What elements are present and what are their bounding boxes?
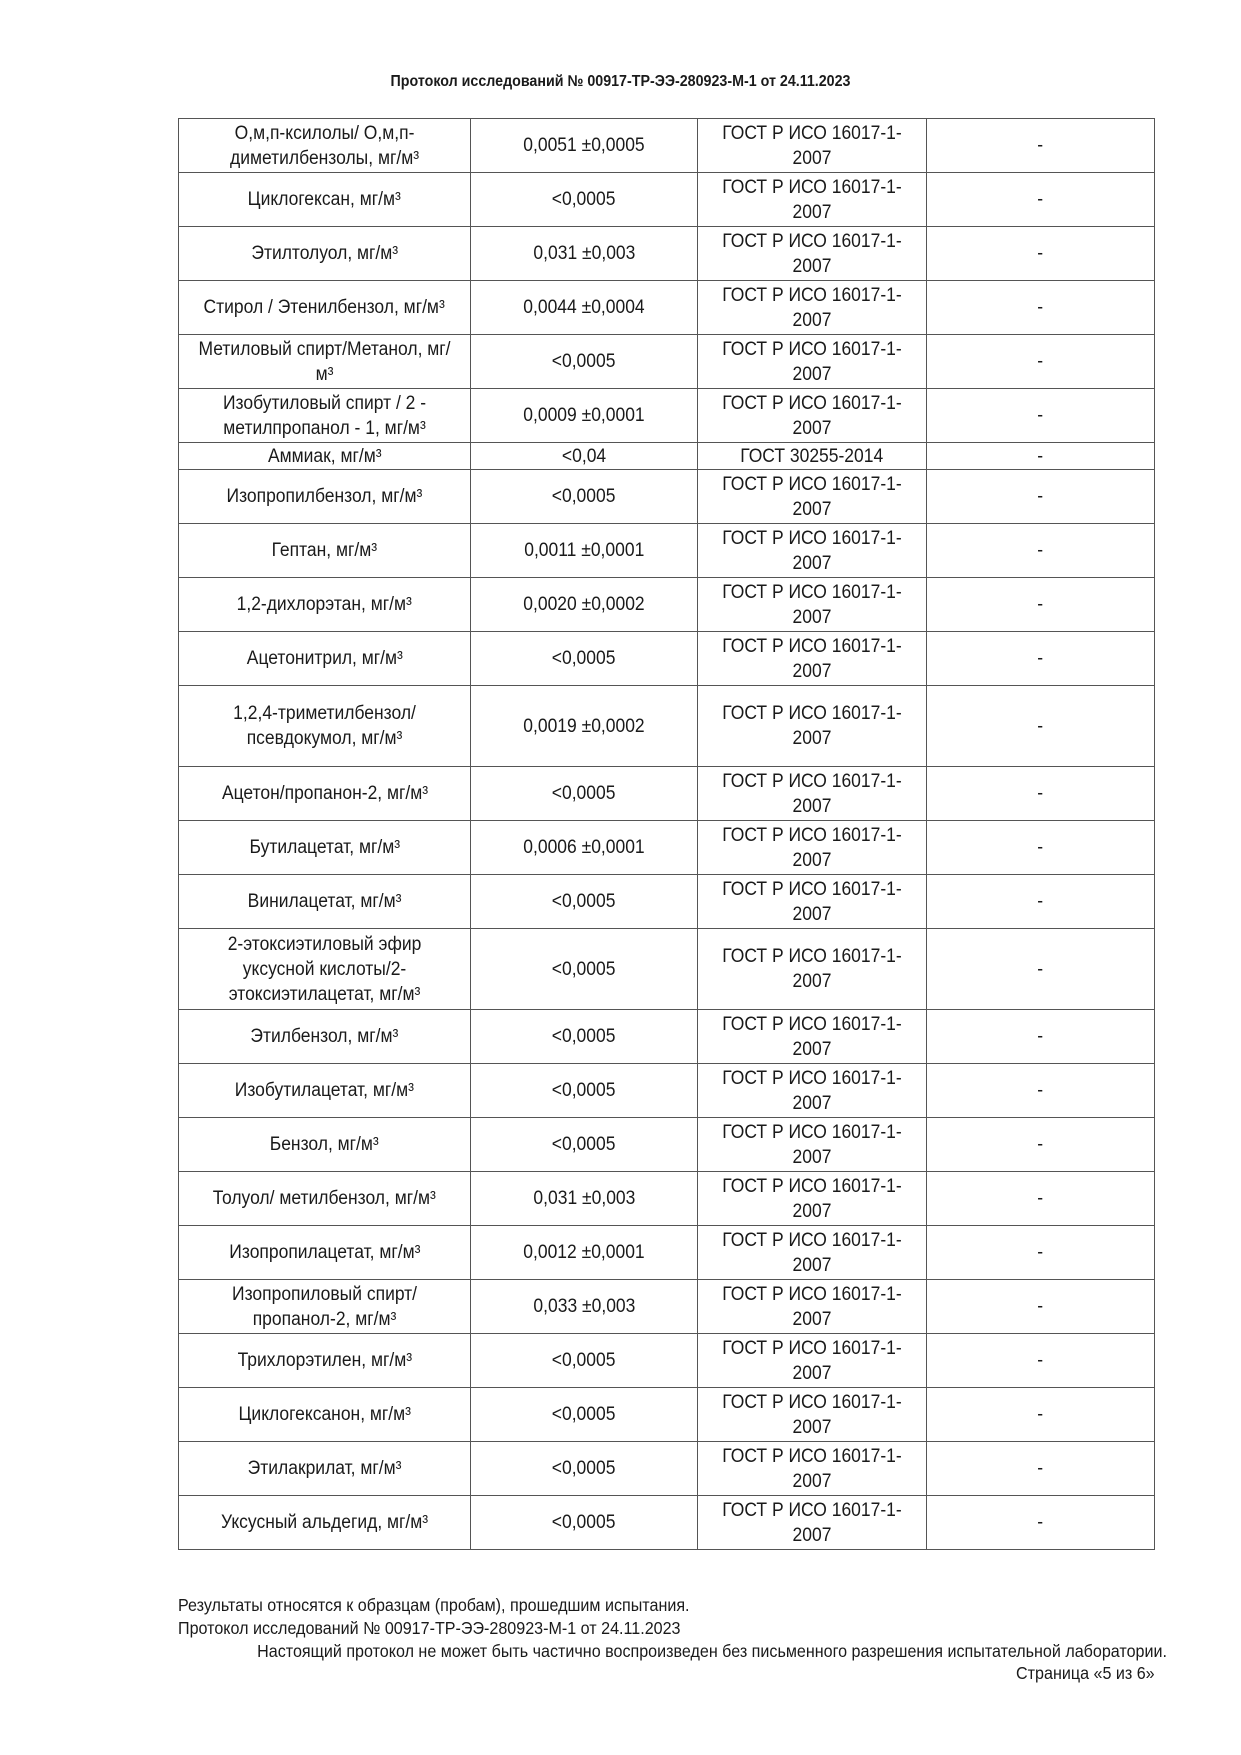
table-row: [179, 1226, 1155, 1280]
table-row: [179, 1442, 1155, 1496]
table-row: [179, 686, 1155, 767]
cell-value: 0,0019 ±0,0002: [471, 686, 698, 767]
cell-norm: -: [927, 1172, 1155, 1226]
cell-method: ГОСТ Р ИСО 16017-1-2007: [697, 173, 926, 227]
cell-name: Ацетонитрил, мг/м³: [179, 632, 471, 686]
table-row: [179, 1496, 1155, 1550]
cell-name: Гептан, мг/м³: [179, 524, 471, 578]
cell-norm: -: [927, 227, 1155, 281]
cell-value: 0,0051 ±0,0005: [471, 119, 698, 173]
cell-method: ГОСТ Р ИСО 16017-1-2007: [697, 524, 926, 578]
cell-method: ГОСТ Р ИСО 16017-1-2007: [697, 1334, 926, 1388]
cell-method: ГОСТ Р ИСО 16017-1-2007: [697, 767, 926, 821]
cell-value: 0,0009 ±0,0001: [471, 389, 698, 443]
table-row: [179, 1172, 1155, 1226]
cell-name: Стирол / Этенилбензол, мг/м³: [179, 281, 471, 335]
cell-norm: -: [927, 173, 1155, 227]
cell-method: ГОСТ Р ИСО 16017-1-2007: [697, 686, 926, 767]
cell-method: ГОСТ Р ИСО 16017-1-2007: [697, 1064, 926, 1118]
cell-norm: -: [927, 578, 1155, 632]
cell-value: 0,0011 ±0,0001: [471, 524, 698, 578]
cell-value: 0,0012 ±0,0001: [471, 1226, 698, 1280]
cell-norm: -: [927, 686, 1155, 767]
cell-method: ГОСТ Р ИСО 16017-1-2007: [697, 1496, 926, 1550]
table-row: [179, 1280, 1155, 1334]
cell-method: ГОСТ Р ИСО 16017-1-2007: [697, 1118, 926, 1172]
table-row: [179, 1388, 1155, 1442]
cell-norm: -: [927, 1334, 1155, 1388]
cell-method: ГОСТ Р ИСО 16017-1-2007: [697, 1280, 926, 1334]
cell-name: 1,2,4-триметилбензол/псевдокумол, мг/м³: [179, 686, 471, 767]
cell-method: ГОСТ Р ИСО 16017-1-2007: [697, 119, 926, 173]
cell-norm: -: [927, 281, 1155, 335]
cell-name: Винилацетат, мг/м³: [179, 875, 471, 929]
cell-norm: -: [927, 389, 1155, 443]
cell-name: 1,2-дихлорэтан, мг/м³: [179, 578, 471, 632]
cell-name: Бензол, мг/м³: [179, 1118, 471, 1172]
cell-norm: -: [927, 1280, 1155, 1334]
cell-method: ГОСТ Р ИСО 16017-1-2007: [697, 1388, 926, 1442]
cell-name: Толуол/ метилбензол, мг/м³: [179, 1172, 471, 1226]
table-row: [179, 821, 1155, 875]
table-row: [179, 1010, 1155, 1064]
cell-value: <0,0005: [471, 632, 698, 686]
cell-value: <0,0005: [471, 1496, 698, 1550]
cell-name: Этилбензол, мг/м³: [179, 1010, 471, 1064]
cell-name: Ацетон/пропанон-2, мг/м³: [179, 767, 471, 821]
footer-note-results: Результаты относятся к образцам (пробам), прошедшим испытания.: [178, 1595, 690, 1615]
cell-name: Этилтолуол, мг/м³: [179, 227, 471, 281]
cell-value: <0,0005: [471, 470, 698, 524]
cell-name: Бутилацетат, мг/м³: [179, 821, 471, 875]
table-row: [179, 929, 1155, 1010]
cell-method: ГОСТ Р ИСО 16017-1-2007: [697, 1010, 926, 1064]
table-row: [179, 1334, 1155, 1388]
cell-method: ГОСТ Р ИСО 16017-1-2007: [697, 227, 926, 281]
page-header-title: Протокол исследований № 00917-ТР-ЭЭ-280923-М-1 от 24.11.2023: [390, 73, 851, 90]
cell-method: ГОСТ Р ИСО 16017-1-2007: [697, 1172, 926, 1226]
table-row: [179, 875, 1155, 929]
cell-norm: -: [927, 335, 1155, 389]
cell-value: <0,0005: [471, 1334, 698, 1388]
results-table: [178, 118, 1155, 1550]
table-row: [179, 632, 1155, 686]
cell-norm: -: [927, 119, 1155, 173]
cell-name: Изопропилацетат, мг/м³: [179, 1226, 471, 1280]
cell-name: Циклогексанон, мг/м³: [179, 1388, 471, 1442]
cell-name: Изопропилбензол, мг/м³: [179, 470, 471, 524]
page-number: Страница «5 из 6»: [1016, 1663, 1155, 1683]
table-row: [179, 227, 1155, 281]
cell-name: Уксусный альдегид, мг/м³: [179, 1496, 471, 1550]
cell-method: ГОСТ Р ИСО 16017-1-2007: [697, 875, 926, 929]
cell-value: <0,0005: [471, 767, 698, 821]
cell-method: ГОСТ Р ИСО 16017-1-2007: [697, 821, 926, 875]
cell-norm: -: [927, 443, 1155, 470]
cell-norm: -: [927, 470, 1155, 524]
cell-method: ГОСТ Р ИСО 16017-1-2007: [697, 929, 926, 1010]
cell-name: Изопропиловый спирт/пропанол-2, мг/м³: [179, 1280, 471, 1334]
cell-name: Трихлорэтилен, мг/м³: [179, 1334, 471, 1388]
cell-value: <0,0005: [471, 929, 698, 1010]
cell-value: <0,04: [471, 443, 698, 470]
cell-value: 0,031 ±0,003: [471, 1172, 698, 1226]
table-row: [179, 524, 1155, 578]
cell-method: ГОСТ Р ИСО 16017-1-2007: [697, 335, 926, 389]
cell-method: ГОСТ Р ИСО 16017-1-2007: [697, 1226, 926, 1280]
cell-norm: -: [927, 1010, 1155, 1064]
cell-name: Метиловый спирт/Метанол, мг/м³: [179, 335, 471, 389]
table-row: [179, 1118, 1155, 1172]
cell-method: ГОСТ 30255-2014: [697, 443, 926, 470]
table-row: [179, 470, 1155, 524]
cell-value: <0,0005: [471, 1388, 698, 1442]
cell-name: О,м,п-ксилолы/ О,м,п-диметилбензолы, мг/м³: [179, 119, 471, 173]
cell-value: <0,0005: [471, 1118, 698, 1172]
cell-name: 2-этоксиэтиловый эфир уксусной кислоты/2-этоксиэтилацетат, мг/м³: [179, 929, 471, 1010]
cell-norm: -: [927, 1064, 1155, 1118]
results-table-body: [179, 119, 1155, 1550]
cell-name: Циклогексан, мг/м³: [179, 173, 471, 227]
cell-norm: -: [927, 632, 1155, 686]
cell-method: ГОСТ Р ИСО 16017-1-2007: [697, 578, 926, 632]
cell-value: <0,0005: [471, 1442, 698, 1496]
cell-name: Аммиак, мг/м³: [179, 443, 471, 470]
cell-norm: -: [927, 1226, 1155, 1280]
cell-norm: -: [927, 929, 1155, 1010]
cell-norm: -: [927, 1118, 1155, 1172]
cell-norm: -: [927, 524, 1155, 578]
cell-value: <0,0005: [471, 875, 698, 929]
cell-value: 0,0006 ±0,0001: [471, 821, 698, 875]
cell-name: Этилакрилат, мг/м³: [179, 1442, 471, 1496]
cell-method: ГОСТ Р ИСО 16017-1-2007: [697, 281, 926, 335]
cell-method: ГОСТ Р ИСО 16017-1-2007: [697, 1442, 926, 1496]
footer-protocol-ref: Протокол исследований № 00917-ТР-ЭЭ-280923-М-1 от 24.11.2023: [178, 1618, 681, 1638]
cell-value: <0,0005: [471, 173, 698, 227]
footer-copy-restriction: Настоящий протокол не может быть частично воспроизведен без письменного разрешения испытательной лаборатории.: [257, 1641, 1167, 1661]
cell-value: <0,0005: [471, 1064, 698, 1118]
table-row: [179, 1064, 1155, 1118]
cell-value: 0,0044 ±0,0004: [471, 281, 698, 335]
cell-norm: -: [927, 821, 1155, 875]
cell-value: <0,0005: [471, 1010, 698, 1064]
cell-name: Изобутиловый спирт / 2 - метилпропанол - 1, мг/м³: [179, 389, 471, 443]
cell-norm: -: [927, 1442, 1155, 1496]
cell-value: <0,0005: [471, 335, 698, 389]
cell-value: 0,0020 ±0,0002: [471, 578, 698, 632]
table-row: [179, 578, 1155, 632]
cell-value: 0,033 ±0,003: [471, 1280, 698, 1334]
table-row: [179, 173, 1155, 227]
table-row: [179, 443, 1155, 470]
cell-name: Изобутилацетат, мг/м³: [179, 1064, 471, 1118]
table-row: [179, 335, 1155, 389]
table-row: [179, 119, 1155, 173]
cell-norm: -: [927, 1496, 1155, 1550]
cell-method: ГОСТ Р ИСО 16017-1-2007: [697, 389, 926, 443]
table-row: [179, 281, 1155, 335]
cell-norm: -: [927, 767, 1155, 821]
cell-norm: -: [927, 875, 1155, 929]
cell-method: ГОСТ Р ИСО 16017-1-2007: [697, 632, 926, 686]
table-row: [179, 389, 1155, 443]
cell-method: ГОСТ Р ИСО 16017-1-2007: [697, 470, 926, 524]
cell-value: 0,031 ±0,003: [471, 227, 698, 281]
table-row: [179, 767, 1155, 821]
cell-norm: -: [927, 1388, 1155, 1442]
